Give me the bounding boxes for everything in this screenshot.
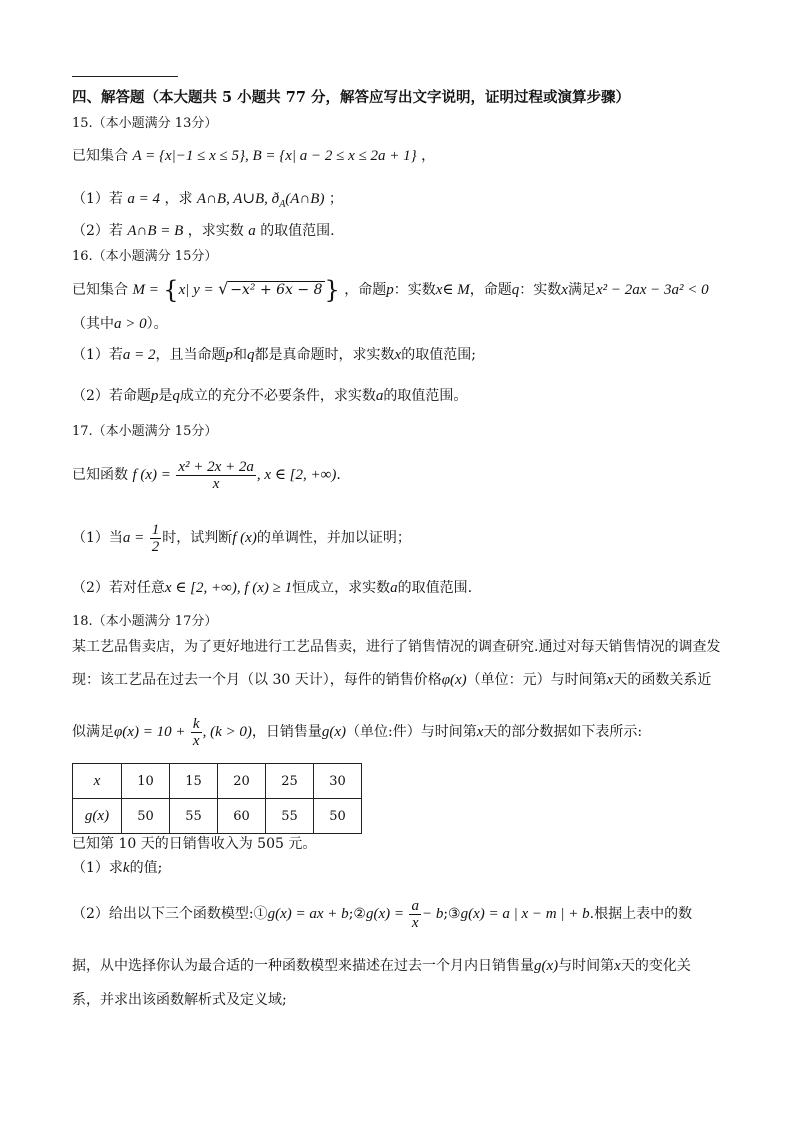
q16-p: p bbox=[386, 282, 394, 298]
q18-model3: g(x) = a | x − m | + b bbox=[460, 906, 590, 922]
table-cell: 55 bbox=[266, 799, 314, 834]
q17-p2-pre: （2）若对任意 bbox=[72, 580, 165, 596]
q16-p2-end: 的取值范围。 bbox=[383, 388, 468, 404]
q16-part2 bbox=[72, 386, 467, 406]
q16-p2-post: 成立的充分不必要条件，求实数 bbox=[179, 388, 376, 404]
table-row-g bbox=[73, 799, 362, 834]
q18-p2l2-gx: g(x) bbox=[534, 958, 559, 974]
q17-stem-post: . bbox=[336, 467, 341, 483]
q16-p1-mid: ，且当命题 bbox=[155, 347, 226, 363]
q15-p1-expr: A∩B, A∪B, ð bbox=[196, 191, 280, 207]
q16-set-m: M = bbox=[132, 282, 159, 298]
q17-stem-pre: 已知函数 bbox=[72, 467, 128, 483]
q18-line1: 某工艺品售卖店，为了更好地进行工艺品售卖，进行了销售情况的调查研究.通过对每天销售情况的调查发 bbox=[72, 639, 721, 655]
q15-part2 bbox=[72, 221, 335, 241]
q18-sep1: ;② bbox=[348, 906, 366, 922]
q18-l2-pre: 现：该工艺品在过去一个月（以 30 天计），每件的销售价格 bbox=[72, 672, 442, 688]
q18-line3 bbox=[72, 713, 642, 751]
q16-p2-mid: 是 bbox=[158, 388, 173, 404]
sales-data-table bbox=[72, 763, 362, 834]
q18-l2-mid: （单位：元）与时间第 bbox=[466, 672, 607, 688]
q17-domain: , x ∈ [2, +∞) bbox=[256, 467, 337, 483]
q18-m2-den: x bbox=[411, 914, 419, 931]
sqrt-symbol: √ bbox=[218, 279, 229, 298]
q16-p2-var: a bbox=[375, 388, 384, 404]
q17-fraction bbox=[176, 459, 256, 492]
q17-p1-den: 2 bbox=[151, 538, 160, 555]
q16-x: x bbox=[435, 282, 443, 298]
q17-p1-pre: （1）当 bbox=[72, 530, 123, 546]
q18-l3-post: 天的部分数据如下表所示: bbox=[483, 724, 643, 740]
q16-cond-pre: （其中 bbox=[72, 316, 114, 332]
q18-l2-x: x bbox=[606, 672, 614, 688]
q17-fx: f (x) = bbox=[132, 467, 171, 483]
q18-phi-post: , (k > 0) bbox=[202, 724, 252, 740]
right-brace: } bbox=[324, 276, 340, 304]
q15-stem bbox=[72, 146, 435, 166]
q18-part2-line2 bbox=[72, 956, 691, 976]
q16-p1-x: x bbox=[394, 347, 402, 363]
q17-stem bbox=[72, 456, 341, 494]
q15-header: 15.（本小题满分 13分） bbox=[72, 116, 218, 131]
q16-t4: ：实数 bbox=[519, 282, 562, 298]
q16-p1-q: q bbox=[247, 347, 255, 363]
q18-line2 bbox=[72, 670, 711, 690]
q18-k-fraction bbox=[191, 716, 202, 749]
q15-sets: A = {x|−1 ≤ x ≤ 5}, B = {x| a − 2 ≤ x ≤ 2a + 1} bbox=[132, 148, 417, 164]
q15-part1 bbox=[72, 189, 343, 215]
q18-l3-mid2: （单位:件）与时间第 bbox=[346, 724, 477, 740]
table-cell: 60 bbox=[218, 799, 266, 834]
q18-part2-line3: 系，并求出该函数解析式及定义域; bbox=[72, 992, 287, 1008]
q16-q: q bbox=[511, 282, 520, 298]
q16-radicand: −x² + 6x − 8 bbox=[230, 282, 323, 298]
q17-p2-post: 的取值范围. bbox=[397, 580, 473, 596]
table-cell: 10 bbox=[122, 764, 170, 799]
q18-p1-pre: （1）求 bbox=[72, 860, 123, 876]
q18-part1 bbox=[72, 858, 162, 878]
table-row-x bbox=[73, 764, 362, 799]
section-title: 四、解答题（本大题共 5 小题共 77 分，解答应写出文字说明，证明过程或演算步骤） bbox=[72, 89, 630, 106]
q17-num: x² + 2x + 2a bbox=[178, 458, 254, 475]
q16-t5: 满足 bbox=[567, 282, 596, 298]
q16-stem-pre: 已知集合 bbox=[72, 282, 128, 298]
q15-p1-post: ； bbox=[328, 191, 343, 207]
q18-l3-x: x bbox=[476, 724, 484, 740]
q16-p1-end: 的取值范围; bbox=[401, 347, 476, 363]
q15-p2-pre: （2）若 bbox=[72, 223, 123, 239]
q17-p2-mid: 恒成立，求实数 bbox=[292, 580, 391, 596]
q15-p1-cond: a = 4 bbox=[127, 191, 160, 207]
q17-p2-var: a bbox=[390, 580, 398, 596]
q16-inm: ∈ M bbox=[442, 282, 470, 298]
q16-p1-p: p bbox=[225, 347, 234, 363]
q17-part2 bbox=[72, 578, 472, 598]
q15-p1-mid: ，求 bbox=[164, 191, 193, 207]
q16-p2-q: q bbox=[172, 388, 180, 404]
q18-k-den: x bbox=[192, 732, 200, 749]
q18-l3-mid: ，日销售量 bbox=[251, 724, 322, 740]
q18-part2 bbox=[72, 895, 692, 933]
q17-p1-fx: f (x) bbox=[232, 530, 257, 546]
q18-p2l2-mid: 与时间第 bbox=[558, 958, 615, 974]
table-cell: 30 bbox=[314, 764, 362, 799]
q16-cond: a > 0 bbox=[114, 316, 147, 332]
q16-cond-post: ）。 bbox=[146, 316, 168, 332]
q17-p1-fraction bbox=[150, 522, 162, 555]
table-cell: 50 bbox=[122, 799, 170, 834]
table-header-x: x bbox=[73, 764, 122, 799]
q18-p2-post: .根据上表中的数 bbox=[589, 906, 693, 922]
q17-p1-num: 1 bbox=[151, 521, 160, 538]
q18-model2-pre: g(x) = bbox=[365, 906, 404, 922]
q17-part1 bbox=[72, 520, 411, 556]
table-cell: 15 bbox=[170, 764, 218, 799]
q17-p2-expr: x ∈ [2, +∞), f (x) ≥ 1 bbox=[164, 580, 293, 596]
q18-sep2: ;③ bbox=[443, 906, 461, 922]
q18-p2l2-pre: 据，从中选择你认为最合适的一种函数模型来描述在过去一个月内日销售量 bbox=[72, 958, 534, 974]
q18-l2-post: 天的函数关系近 bbox=[613, 672, 712, 688]
q18-p2-pre: （2）给出以下三个函数模型:① bbox=[72, 906, 268, 922]
q16-stem bbox=[72, 276, 709, 304]
q16-t3: ，命题 bbox=[469, 282, 512, 298]
q16-p2-pre: （2）若命题 bbox=[72, 388, 151, 404]
table-cell: 50 bbox=[314, 799, 362, 834]
q17-header: 17.（本小题满分 15分） bbox=[72, 424, 218, 439]
q15-stem-end: ， bbox=[421, 148, 436, 164]
q18-p1-post: 的值; bbox=[129, 860, 163, 876]
q18-p2l2-x: x bbox=[614, 958, 621, 974]
q17-p1-mid: 时，试判断 bbox=[162, 530, 233, 546]
q18-phi-eq: φ(x) = 10 + bbox=[114, 724, 186, 740]
table-cell: 55 bbox=[170, 799, 218, 834]
q18-model2-fraction bbox=[409, 898, 421, 931]
q16-x2: x bbox=[561, 282, 568, 298]
q18-l3-pre: 似满足 bbox=[72, 724, 114, 740]
q18-p2l2-post: 天的变化关 bbox=[620, 958, 691, 974]
q16-p1-post: 都是真命题时，求实数 bbox=[254, 347, 395, 363]
q18-k-num: k bbox=[192, 715, 200, 732]
q18-header: 18.（本小题满分 17分） bbox=[72, 614, 218, 629]
q16-ineq: x² − 2ax − 3a² < 0 bbox=[595, 282, 709, 298]
q17-den: x bbox=[212, 475, 220, 492]
q17-p1-post: 的单调性，并加以证明； bbox=[256, 530, 411, 546]
q16-p1-and: 和 bbox=[233, 347, 248, 363]
q15-p1-sub: A bbox=[279, 198, 286, 210]
q15-stem-text: 已知集合 bbox=[72, 148, 128, 164]
table-cell: 20 bbox=[218, 764, 266, 799]
q15-p2-mid: ，求实数 bbox=[187, 223, 244, 239]
q18-model2-post: − b bbox=[421, 906, 444, 922]
q16-header: 16.（本小题满分 15分） bbox=[72, 249, 218, 264]
q16-condition bbox=[72, 314, 168, 334]
q18-gx: g(x) bbox=[321, 724, 347, 740]
q16-p1-pre: （1）若 bbox=[72, 347, 123, 363]
q17-p1-a: a = bbox=[122, 530, 145, 546]
q16-set-inner: x| y = bbox=[178, 282, 214, 298]
q18-model1: g(x) = ax + b bbox=[267, 906, 349, 922]
q15-p1-pre: （1）若 bbox=[72, 191, 123, 207]
q15-p2-cond: A∩B = B bbox=[127, 223, 184, 239]
q15-p2-post: 的取值范围. bbox=[260, 223, 335, 239]
q18-p1-k: k bbox=[122, 860, 130, 876]
q16-t1: ，命题 bbox=[344, 282, 387, 298]
q16-p1-cond: a = 2 bbox=[122, 347, 156, 363]
left-brace: { bbox=[163, 276, 179, 304]
q18-phi: φ(x) bbox=[441, 672, 467, 688]
q18-m2-num: a bbox=[411, 897, 419, 914]
q16-p2-p: p bbox=[150, 388, 159, 404]
table-header-g: g(x) bbox=[73, 799, 122, 834]
q16-t2: ：实数 bbox=[393, 282, 436, 298]
q15-p2-var: a bbox=[248, 223, 256, 239]
q15-p1-expr2: (A∩B) bbox=[285, 191, 325, 207]
q18-known: 已知第 10 天的日销售收入为 505 元。 bbox=[72, 836, 317, 852]
table-cell: 25 bbox=[266, 764, 314, 799]
q16-part1 bbox=[72, 345, 476, 365]
header-rule bbox=[72, 76, 178, 77]
